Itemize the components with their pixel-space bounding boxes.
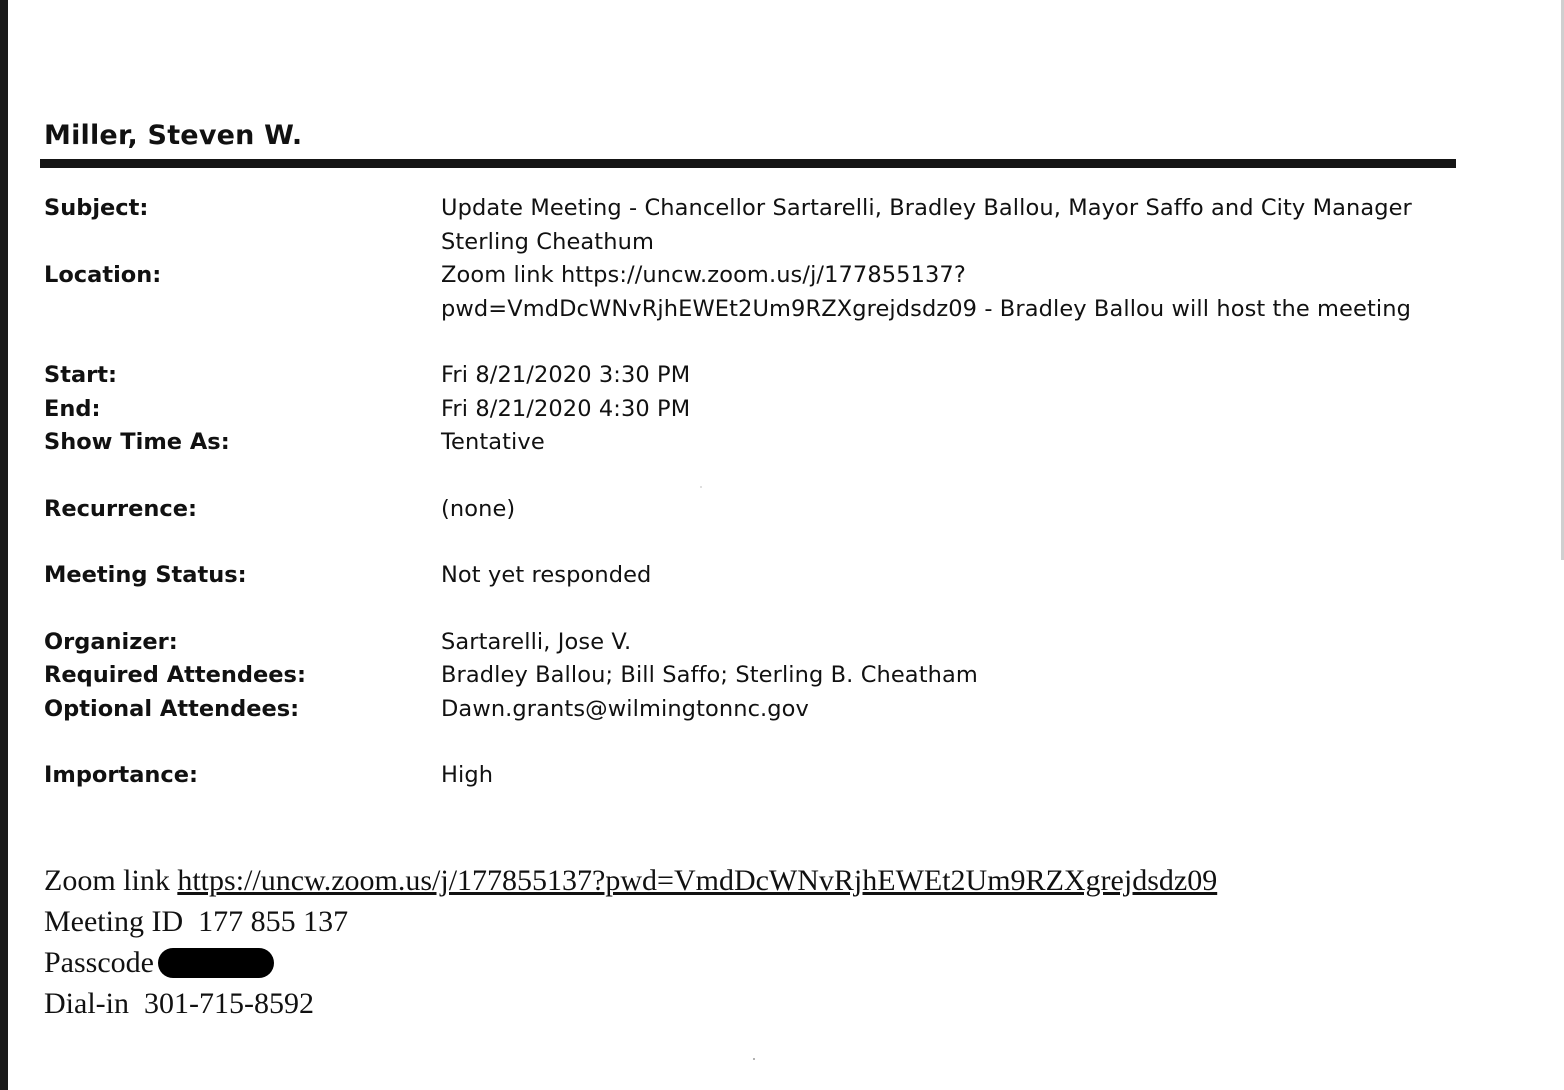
optional-attendees-label: Optional Attendees: (44, 695, 300, 722)
meeting-id-value: 177 855 137 (198, 905, 349, 938)
subject-value-line-2: Sterling Cheathum (441, 228, 654, 255)
meeting-details (44, 192, 1444, 793)
required-attendees-label: Required Attendees: (44, 662, 306, 688)
spacer (44, 460, 1444, 493)
spacer (44, 526, 1444, 559)
start-value: Fri 8/21/2020 3:30 PM (441, 362, 691, 388)
show-time-as-value: Tentative (441, 429, 545, 455)
location-value-line-2: pwd=VmdDcWNvRjhEWEt2Um9RZXgrejdsdz09 - Bradley Ballou will host the meeting (441, 295, 1411, 322)
location-value (441, 259, 1444, 326)
required-attendees-row (44, 659, 1444, 693)
zoom-link-line (44, 860, 1217, 901)
importance-row (44, 759, 1444, 793)
importance-label: Importance: (44, 762, 199, 788)
start-row (44, 359, 1444, 393)
end-value: Fri 8/21/2020 4:30 PM (441, 395, 691, 422)
subject-value (441, 192, 1444, 259)
zoom-link[interactable]: https://uncw.zoom.us/j/177855137?pwd=VmdDcWNvRjhEWEt2Um9RZXgrejdsdz09 (177, 864, 1218, 897)
dial-in-label: Dial-in (44, 987, 129, 1020)
optional-attendees-value: Dawn.grants@wilmingtonnc.gov (441, 695, 809, 722)
header-divider (40, 159, 1456, 168)
zoom-link-label: Zoom link (44, 864, 170, 897)
scan-left-edge (0, 0, 8, 1090)
spacer (44, 593, 1444, 626)
show-time-as-row (44, 426, 1444, 460)
recurrence-value: (none) (441, 495, 516, 522)
show-time-as-label: Show Time As: (44, 429, 230, 455)
meeting-id-line (44, 901, 1217, 942)
subject-row (44, 192, 1444, 259)
optional-attendees-row (44, 693, 1444, 727)
recurrence-label: Recurrence: (44, 495, 198, 522)
importance-value: High (441, 762, 494, 788)
scan-speck (700, 486, 702, 488)
end-label: End: (44, 395, 101, 422)
meeting-status-row (44, 559, 1444, 593)
start-label: Start: (44, 362, 117, 388)
recurrence-row (44, 493, 1444, 527)
dial-in-line (44, 983, 1217, 1024)
scan-speck (753, 1058, 755, 1060)
location-row (44, 259, 1444, 326)
spacer (44, 726, 1444, 759)
required-attendees-value: Bradley Ballou; Bill Saffo; Sterling B. Cheatham (441, 662, 978, 688)
organizer-label: Organizer: (44, 628, 178, 655)
mailbox-owner-name: Miller, Steven W. (44, 120, 303, 151)
passcode-line (44, 942, 1217, 983)
location-value-line-1: Zoom link https://uncw.zoom.us/j/177855137? (441, 262, 966, 288)
organizer-row (44, 626, 1444, 660)
organizer-value: Sartarelli, Jose V. (441, 628, 632, 655)
end-row (44, 393, 1444, 427)
passcode-label: Passcode (44, 946, 154, 979)
meeting-status-label: Meeting Status: (44, 562, 247, 588)
meeting-id-label: Meeting ID (44, 905, 184, 938)
meeting-status-value: Not yet responded (441, 562, 652, 588)
meeting-body (44, 860, 1217, 1024)
subject-label: Subject: (44, 195, 149, 221)
dial-in-number: 301-715-8592 (143, 987, 314, 1020)
location-label: Location: (44, 262, 162, 288)
subject-value-line-1: Update Meeting - Chancellor Sartarelli, Bradley Ballou, Mayor Saffo and City Manager (441, 195, 1412, 221)
spacer (44, 326, 1444, 359)
passcode-redaction (158, 948, 274, 978)
